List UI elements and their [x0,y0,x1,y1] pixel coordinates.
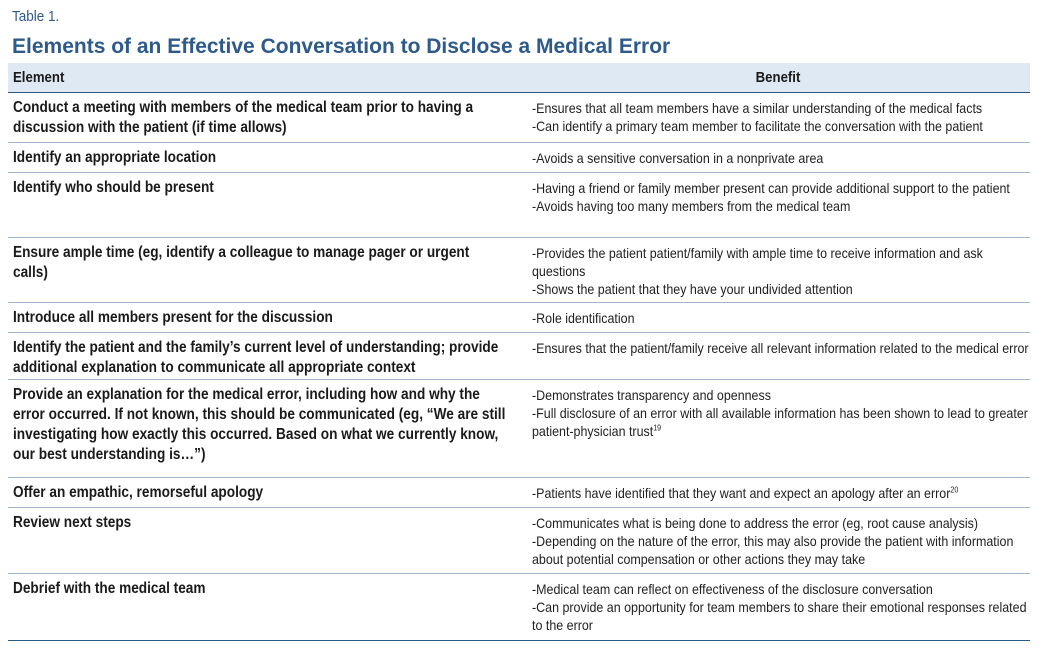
benefit-cell [532,244,1033,298]
benefit-item [532,532,1033,568]
table-label: Table 1. [12,8,60,25]
element-cell: Identify the patient and the family’s current level of understanding; provide additional explanation to communicate all appropriate context [13,339,499,376]
benefit-item [532,309,1033,327]
benefit-item [532,149,1033,167]
benefit-item [532,580,1033,598]
benefit-text: -Ensures that all team members have a similar understanding of the medical facts [532,100,983,116]
table-row [8,303,1030,333]
element-cell: Debrief with the medical team [13,580,206,597]
benefit-item [532,514,1033,532]
table-body [8,93,1030,641]
element-cell: Identify who should be present [13,179,214,196]
reference-superscript: 19 [653,423,662,433]
benefit-text: -Patients have identified that they want and expect an apology after an error [532,485,951,501]
benefit-text: -Shows the patient that they have your undivided attention [532,281,853,297]
benefit-item [532,117,1033,135]
table-row [8,574,1030,641]
benefit-item [532,386,1033,404]
column-header-benefit: Benefit [755,69,801,86]
table-title: Elements of an Effective Conversation to Disclose a Medical Error [12,35,671,58]
table-row [8,238,1030,303]
table-row [8,93,1030,143]
benefit-item [532,598,1033,634]
benefit-item [532,339,1033,357]
element-cell: Provide an explanation for the medical error, including how and why the error occurred. If not known, this should be communicated (eg, “We are still investigating how exactly this occurred. Based on what we currently know, our best understanding is…”) [13,386,506,463]
benefit-item [532,179,1033,197]
benefit-text: -Can identify a primary team member to facilitate the conversation with the patient [532,118,983,134]
benefit-text: -Can provide an opportunity for team members to share their emotional responses related to the error [532,599,1027,633]
benefit-cell [532,484,1033,502]
element-cell: Ensure ample time (eg, identify a colleague to manage pager or urgent calls) [13,244,470,281]
table-header-row [8,63,1030,93]
benefit-text: -Provides the patient patient/family with ample time to receive information and ask questions [532,245,983,279]
table-row [8,333,1030,380]
benefit-cell [532,580,1033,634]
element-cell: Introduce all members present for the discussion [13,309,333,326]
element-cell: Identify an appropriate location [13,149,217,166]
element-cell: Offer an empathic, remorseful apology [13,484,264,501]
benefit-item [532,99,1033,117]
benefit-text: -Communicates what is being done to address the error (eg, root cause analysis) [532,515,979,531]
benefit-text: -Having a friend or family member present can provide additional support to the patient [532,180,1010,196]
benefit-text: -Demonstrates transparency and openness [532,387,771,403]
benefit-item [532,404,1033,440]
benefit-item [532,484,1033,502]
table-row [8,143,1030,173]
table-row [8,173,1030,238]
benefit-cell [532,99,1033,135]
disclosure-table [8,63,1030,641]
benefit-item [532,244,1033,280]
column-header-element: Element [13,69,65,86]
table-row [8,380,1030,478]
benefit-cell [532,179,1033,215]
benefit-text: -Avoids a sensitive conversation in a nonprivate area [532,150,824,166]
benefit-item [532,197,1033,215]
benefit-text: -Depending on the nature of the error, this may also provide the patient with information about potential compensation or other actions they may take [532,533,1014,567]
benefit-text: -Role identification [532,310,635,326]
table-row [8,478,1030,508]
table-row [8,508,1030,574]
benefit-text: -Medical team can reflect on effectiveness of the disclosure conversation [532,581,933,597]
benefit-cell [532,309,1033,327]
benefit-cell [532,514,1033,568]
benefit-item [532,280,1033,298]
element-cell: Review next steps [13,514,132,531]
benefit-cell [532,339,1033,357]
benefit-cell [532,386,1033,440]
benefit-cell [532,149,1033,167]
element-cell: Conduct a meeting with members of the medical team prior to having a discussion with the patient (if time allows) [13,99,474,136]
benefit-text: -Ensures that the patient/family receive all relevant information related to the medical error [532,340,1029,356]
benefit-text: -Avoids having too many members from the medical team [532,198,851,214]
reference-superscript: 20 [950,485,959,495]
benefit-text: -Full disclosure of an error with all available information has been shown to lead to greater patient-physician trust [532,405,1028,439]
